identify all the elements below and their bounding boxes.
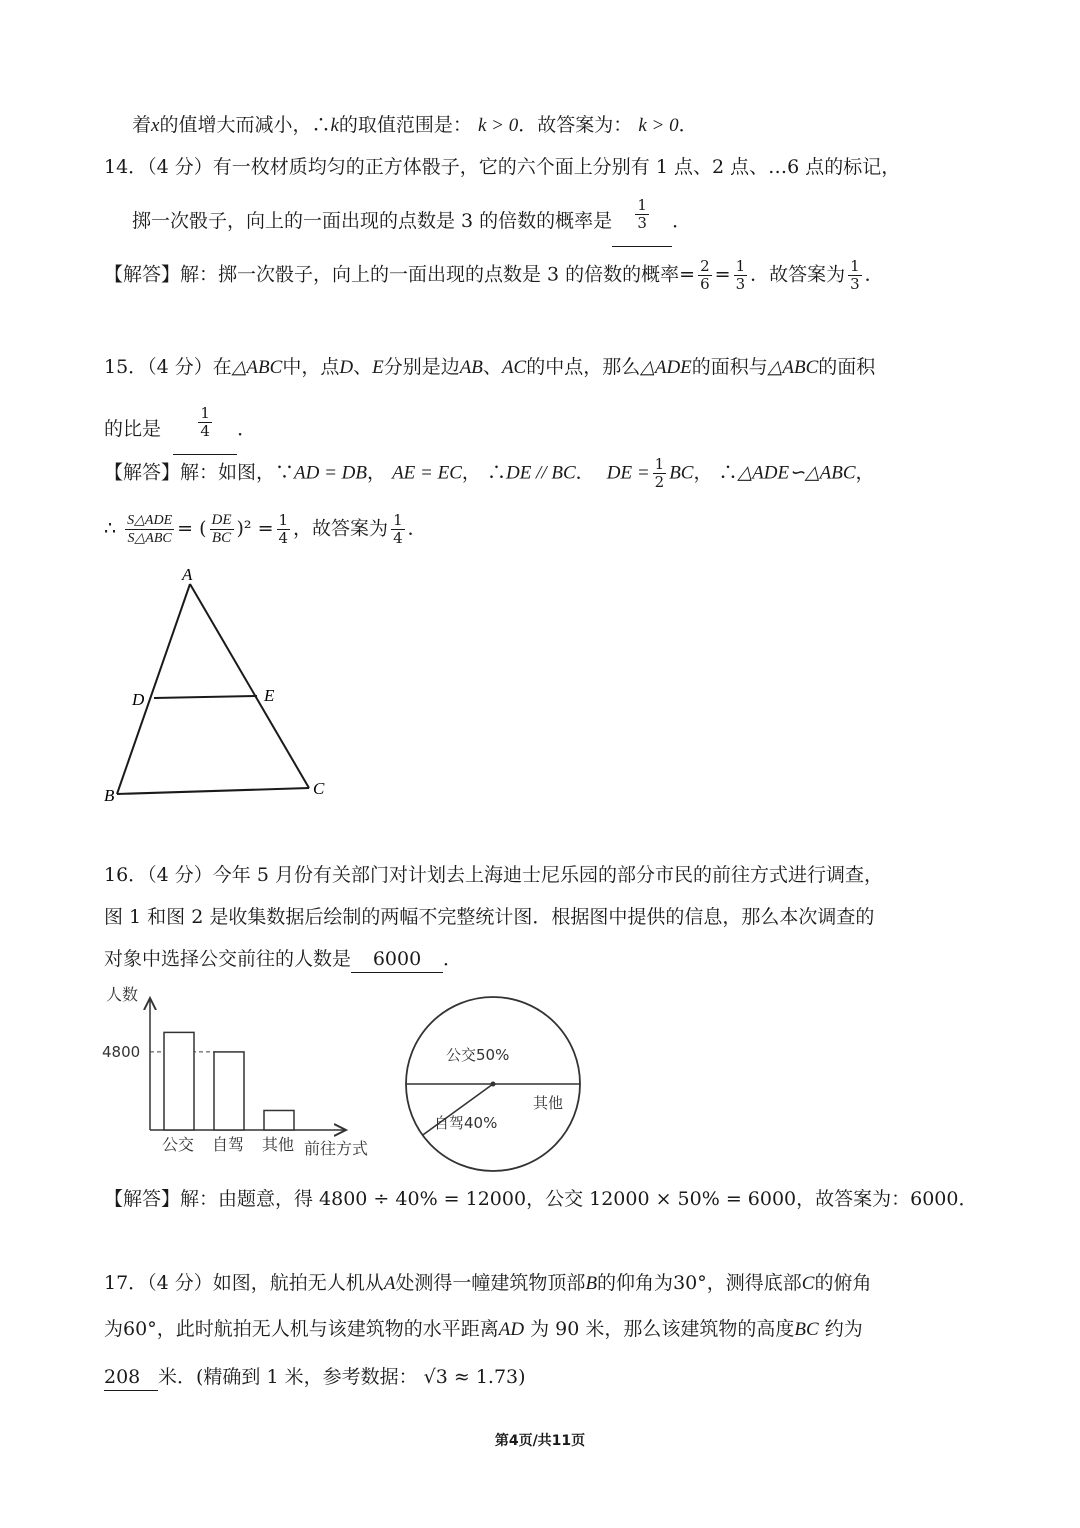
label-e: E <box>264 686 275 705</box>
y-tick-label-4800: 4800 <box>102 1042 141 1061</box>
q14-solution: 【解答】解：掷一次骰子，向上的一面出现的点数是 3 的倍数的概率= $\frac{2}{6}$ = $\frac{1}{3}$ ．故答案为 $\frac{1}{3}$ ． <box>104 257 884 293</box>
q16-stem-line2: 图 1 和图 2 是收集数据后绘制的两幅不完整统计图．根据图中提供的信息，那么本次调查的 <box>104 906 875 928</box>
q15-stem-line2: 的比是 $\frac{1}{4}$ ． <box>104 416 256 455</box>
q17-stem-line2: 为60°，此时航拍无人机与该建筑物的水平距离AD 为 90 米，那么该建筑物的高度BC 约为 <box>104 1318 863 1340</box>
segment-de <box>154 696 257 698</box>
q14-stem-line2: 掷一次骰子，向上的一面出现的点数是 3 的倍数的概率是 $\frac{1}{3}$ ． <box>132 208 691 247</box>
q13-tail: 着x的值增大而减小，∴k的取值范围是： k > 0．故答案为： k > 0． <box>132 114 698 136</box>
pie-label-other: 其他 <box>533 1094 564 1112</box>
pie-label-selfdrive: 自驾40% <box>434 1114 498 1132</box>
bar-0 <box>164 1032 194 1130</box>
q15-triangle-figure <box>96 560 336 810</box>
q13-answer: k > 0 <box>638 115 679 136</box>
bar-category-label-2: 其他 <box>262 1135 295 1154</box>
q14-stem-line1: 14．（4 分）有一枚材质均匀的正方体骰子，它的六个面上分别有 1 点、2 点、…6 点的标记， <box>104 156 901 178</box>
q15-solution-line2: ∴ $\frac{\text{S△ADE}}{\text{S△ABC}}$ = ( $\frac{DE}{BC}$ )² = $\frac{1}{4}$ ，故答案为 $\frac{1}{4}$ ． <box>104 511 427 547</box>
label-a: A <box>182 565 193 584</box>
q16-stem-line3: 对象中选择公交前往的人数是 6000 ． <box>104 946 462 973</box>
q16-pie-chart <box>400 990 590 1180</box>
bar-1 <box>214 1052 244 1130</box>
label-c: C <box>313 779 325 798</box>
q15-solution-line1: 【解答】解：如图，∵AD = DB， AE = EC， ∴DE // BC． DE = $\frac{1}{2}$ BC， ∴△ADE∽△ABC， <box>104 455 875 491</box>
q14-answer-blank: $\frac{1}{3}$ <box>612 211 672 247</box>
q15-answer-blank: $\frac{1}{4}$ <box>173 419 237 455</box>
q16-answer-blank: 6000 <box>351 946 443 973</box>
label-d: D <box>132 690 145 709</box>
y-axis-label: 人数 <box>106 985 139 1004</box>
q15-stem-line1: 15．（4 分）在△ABC中，点D、E分别是边AB、AC的中点，那么△ADE的面积与△ABC的面积 <box>104 356 876 378</box>
page-footer: 第4页/共11页 <box>494 1433 586 1449</box>
bar-category-label-1: 自驾 <box>212 1135 245 1154</box>
q16-bar-chart <box>96 978 396 1168</box>
q16-solution: 【解答】解：由题意，得 4800 ÷ 40% = 12000，公交 12000 × 50% = 6000，故答案为：6000． <box>104 1188 978 1210</box>
pie-label-bus: 公交50% <box>446 1046 510 1064</box>
side-ab <box>117 584 190 794</box>
label-b: B <box>104 786 115 805</box>
side-ac <box>190 584 309 788</box>
pie-center <box>491 1082 496 1087</box>
q17-stem-line3: 208 米．(精确到 1 米，参考数据： √3 ≈ 1.73) <box>104 1364 526 1391</box>
q17-answer-blank: 208 <box>104 1364 158 1391</box>
bar-2 <box>264 1110 294 1130</box>
x-axis-label: 前往方式 <box>304 1139 369 1158</box>
q16-stem-line1: 16．（4 分）今年 5 月份有关部门对计划去上海迪士尼乐园的部分市民的前往方式进行调查， <box>104 864 883 886</box>
q13-range: k > 0 <box>477 115 519 136</box>
q17-stem-line1: 17．（4 分）如图，航拍无人机从A处测得一幢建筑物顶部B的仰角为30°，测得底部C的俯角 <box>104 1272 872 1294</box>
bar-category-label-0: 公交 <box>162 1135 195 1154</box>
side-bc <box>117 788 309 794</box>
